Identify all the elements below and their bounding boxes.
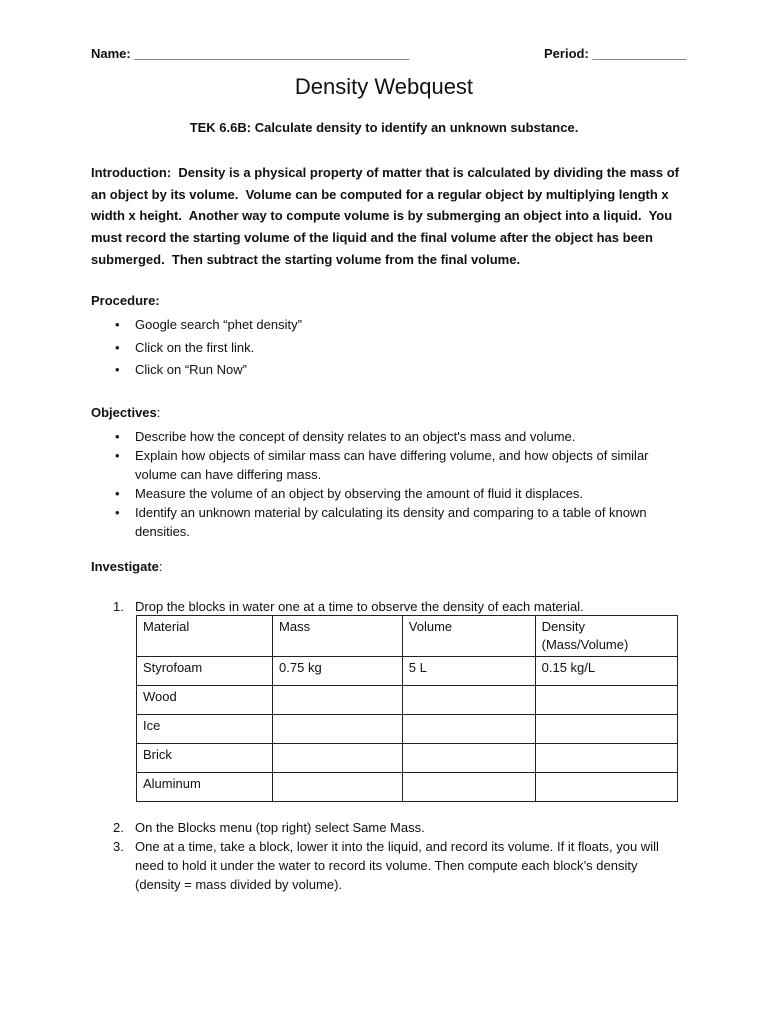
introduction-text: Density is a physical property of matter that is calculated by dividing the mass of an object by its volume. Volume can be computed for a regular object by multiplying length x width x height. Another way to compute volume is by submerging an object into a liquid. You must record the starting volume of the liquid and the final volume after the object has been submerged. Then subtract the starting volume from the final volume. [91, 165, 683, 267]
density-table [136, 615, 678, 802]
objectives-list [91, 427, 651, 541]
column-header: Mass [273, 616, 403, 657]
investigate-heading: Investigate: [91, 559, 163, 574]
page-title: Density Webquest [294, 74, 474, 99]
column-header: Material [137, 616, 273, 657]
procedure-list [91, 314, 681, 382]
list-item: • Google search “phet density” [91, 314, 681, 337]
bullet-icon: • [115, 362, 120, 377]
table-row [137, 744, 678, 773]
table-row [137, 715, 678, 744]
table-row [137, 657, 678, 686]
period-field: Period: _____________ [544, 46, 687, 61]
column-header: Volume [402, 616, 535, 657]
table-cell: 0.75 kg [273, 657, 403, 686]
bullet-icon: • [115, 429, 120, 444]
table-cell [402, 686, 535, 715]
list-item: 1. Drop the blocks in water one at a time to observe the density of each material. [113, 599, 584, 614]
list-item: • Explain how objects of similar mass can have differing volume, and how objects of similar volume can have differing mass. [115, 448, 649, 482]
table-cell: Brick [137, 744, 273, 773]
objectives-heading: Objectives: [91, 405, 161, 420]
investigate-steps-continued [91, 818, 681, 894]
procedure-heading: Procedure: [91, 293, 160, 308]
list-item: • Identify an unknown material by calculating its density and comparing to a table of known densities. [115, 505, 647, 539]
list-item: • Measure the volume of an object by observing the amount of fluid it displaces. [115, 486, 584, 501]
table-cell [273, 715, 403, 744]
table-header-row [137, 616, 678, 657]
bullet-icon: • [115, 317, 120, 332]
table-cell [402, 715, 535, 744]
table-row [137, 773, 678, 802]
table-cell [535, 686, 677, 715]
table-cell [273, 773, 403, 802]
column-header: Density (Mass/Volume) [535, 616, 677, 657]
table-cell: 0.15 kg/L [535, 657, 677, 686]
bullet-icon: • [115, 486, 120, 501]
table-row [137, 686, 678, 715]
table-cell: Styrofoam [137, 657, 273, 686]
table-cell: 5 L [402, 657, 535, 686]
table-cell [402, 744, 535, 773]
table-cell: Wood [137, 686, 273, 715]
list-item: • Click on “Run Now” [91, 359, 681, 382]
table-cell [273, 686, 403, 715]
table-cell [535, 715, 677, 744]
bullet-icon: • [115, 339, 120, 355]
tek-standard: TEK 6.6B: Calculate density to identify an unknown substance. [189, 120, 579, 135]
table-cell: Ice [137, 715, 273, 744]
introduction-label: Introduction: [91, 165, 172, 180]
table-cell: Aluminum [137, 773, 273, 802]
investigate-steps [91, 597, 681, 616]
bullet-icon: • [115, 505, 120, 520]
table-cell [535, 744, 677, 773]
introduction-paragraph [91, 162, 681, 271]
list-item: • Describe how the concept of density relates to an object's mass and volume. [115, 429, 576, 444]
name-field: Name: ______________________________________ [91, 46, 410, 61]
table-cell [402, 773, 535, 802]
list-item: • Click on the first link. [91, 337, 681, 360]
bullet-icon: • [115, 448, 120, 463]
table-cell [273, 744, 403, 773]
list-item: 2. On the Blocks menu (top right) select Same Mass. [113, 820, 425, 835]
list-item: 3. One at a time, take a block, lower it into the liquid, and record its volume. If it floats, you will need to hold it under the water to record its volume. Then compute each block’s density (density = mass divided by volume). [113, 839, 659, 892]
table-cell [535, 773, 677, 802]
